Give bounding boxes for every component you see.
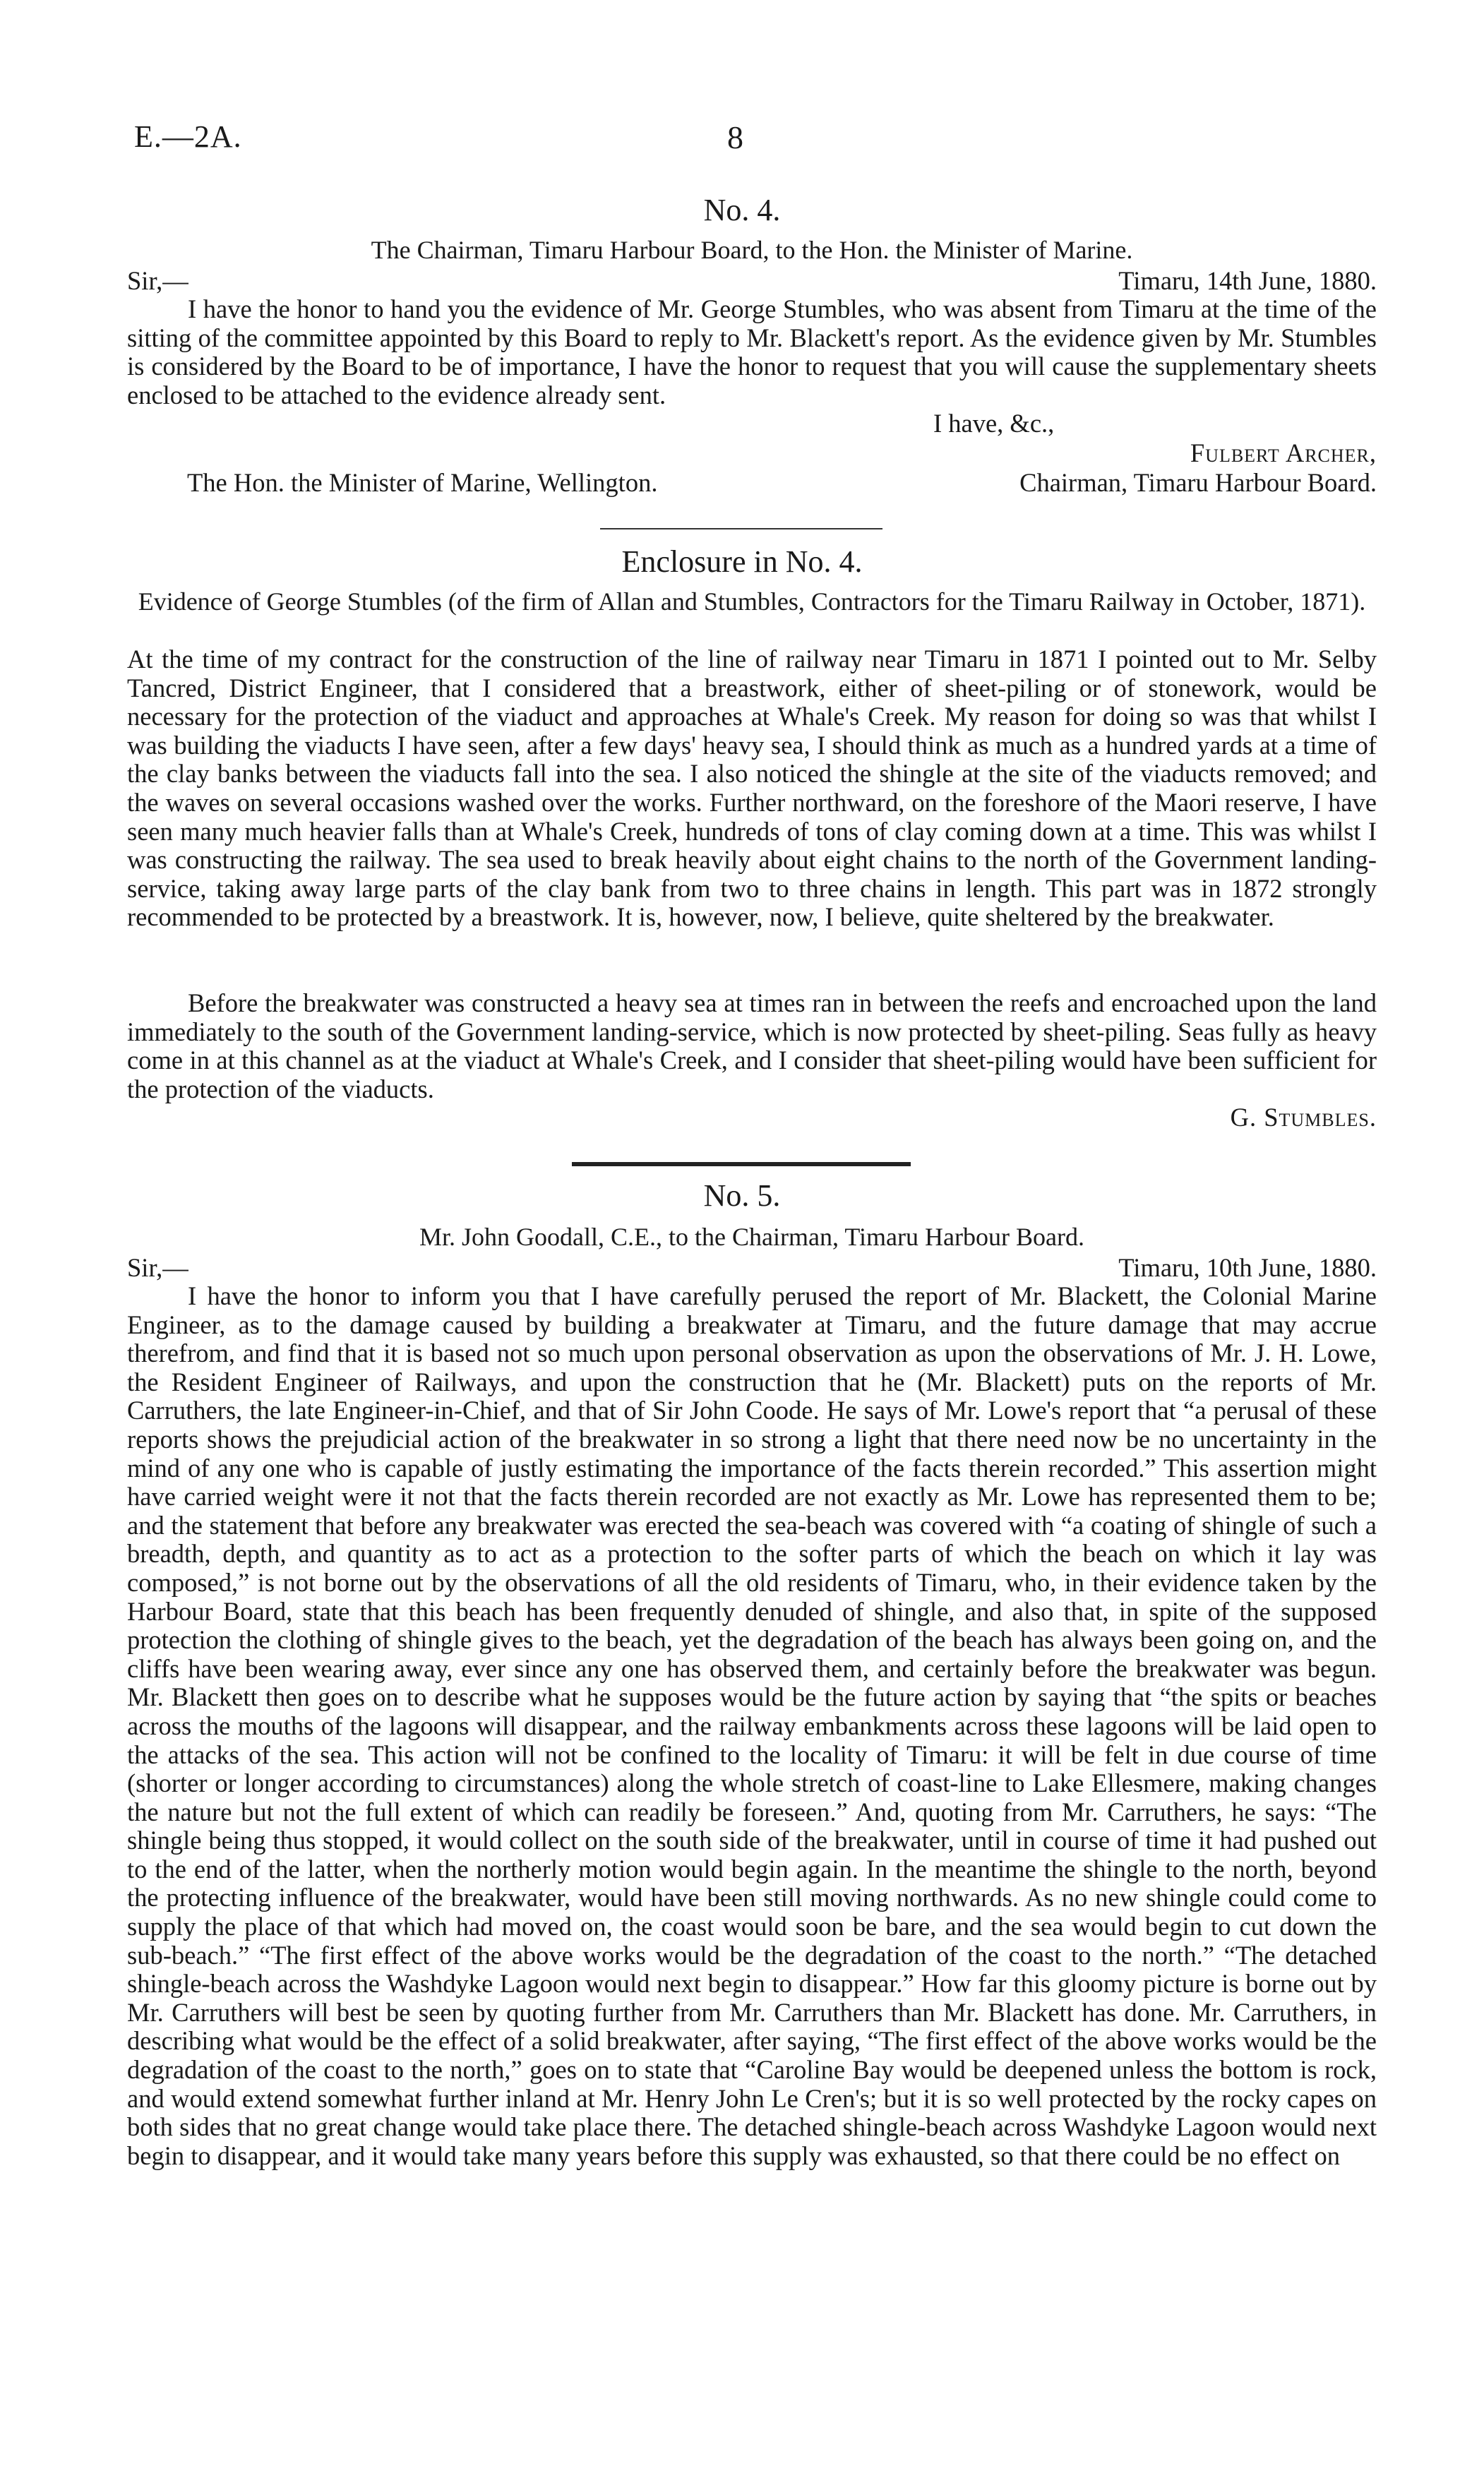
letter-4-body: I have the honor to hand you the evidence of Mr. George Stumbles, who was absent from Timaru at the time of the sitting of the committee appointed by this Board to reply to Mr. Blackett's report. As the evidence given by Mr. Stumbles is considered by the Board to be of importance, I have the honor to request that you will cause the supplementary sheets enclosed to be attached to the evidence already sent. <box>127 294 1377 409</box>
letter-4-addressee: The Hon. the Minister of Marine, Wellington. <box>187 468 658 497</box>
section-divider-thick <box>572 1162 911 1166</box>
enclosure-subheading: Evidence of George Stumbles (of the firm of Allan and Stumbles, Contractors for the Timaru Railway in October, 1871). <box>138 587 1366 616</box>
enclosure-heading: Enclosure in No. 4. <box>621 544 863 579</box>
page-number: 8 <box>727 119 743 155</box>
letter-4-subheading: The Chairman, Timaru Harbour Board, to the Hon. the Minister of Marine. <box>371 236 1133 264</box>
letter-5-heading: No. 5. <box>703 1178 781 1213</box>
letter-4-date: Timaru, 14th June, 1880. <box>1118 266 1377 295</box>
letter-5-body: I have the honor to inform you that I have carefully perused the report of Mr. Blackett, the Colonial Marine Engineer, as to the damage caused by building a breakwater at Timaru, and the future damage that may accrue therefrom, and find that it is based not so much upon personal observation as upon the observations of Mr. J. H. Lowe, the Resident Engineer of Railways, and upon the construction that he (Mr. Blackett) puts on the reports of Mr. Carruthers, the late Engineer-in-Chief, and that of Sir John Coode. He says of Mr. Lowe's report that “a perusal of these reports shows the prejudicial action of the breakwater in so strong a light that there need now be no uncertainty in the mind of any one who is capable of justly estimating the importance of the facts therein recorded.” This assertion might have carried weight were it not that the facts therein recorded are not exactly as Mr. Lowe has represented them to be; and the statement that before any breakwater was erected the sea-beach was covered with “a coating of shingle of such a breadth, depth, and quantity as to act as a protection to the softer parts of which the beach on which it lay was composed,” is not borne out by the observations of all the old residents of Timaru, who, in their evidence taken by the Harbour Board, state that this beach has been frequently denuded of shingle, and also that, in spite of the supposed protection the clothing of shingle gives to the beach, yet the degradation of the beach has always been going on, and the cliffs have been wearing away, ever since any one has observed them, and certainly before the breakwater was begun. Mr. Blackett then goes on to describe what he supposes would be the future action by saying that “the spits or beaches across the mouths of the lagoons will disappear, and the railway embankments across these lagoons will be laid open to the attacks of the sea. This action will not be confined to the locality of Timaru: it will be felt in due course of time (shorter or longer according to circumstances) along the whole stretch of coast-line to Lake Ellesmere, making changes the nature but not the full extent of which can readily be foreseen.” And, quoting from Mr. Carruthers, he says: “The shingle being thus stopped, it would collect on the south side of the breakwater, until in course of time it had pushed out to the end of the latter, when the northerly motion would begin again. In the meantime the shingle to the north, beyond the protecting influence of the breakwater, would have been still moving northwards. As no new shingle could come to supply the place of that which had moved on, the coast would soon be bare, and the sea would begin to cut down the sub-beach.” “The first effect of the above works would be the degradation of the coast to the north.” “The detached shingle-beach across the Washdyke Lagoon would next begin to disappear.” How far this gloomy picture is borne out by Mr. Carruthers will best be seen by quoting further from Mr. Carruthers than Mr. Blackett has done. Mr. Carruthers, in describing what would be the effect of a solid breakwater, after saying, “The first effect of the above works would be the degradation of the coast to the north,” goes on to state that “Caroline Bay would be deepened unless the bottom is rock, and would extend somewhat further inland at Mr. Henry John Le Cren's; but it is so well protected by the rocky capes on both sides that no great change would take place there. The detached shingle-beach across Washdyke Lagoon would next begin to disappear, and it would take many years before this supply was exhausted, so that there could be no effect on <box>127 1281 1377 2170</box>
letter-5-subheading: Mr. John Goodall, C.E., to the Chairman, Timaru Harbour Board. <box>419 1223 1084 1251</box>
letter-4-closing: I have, &c., <box>933 409 1055 438</box>
letter-4-signature: Fulbert Archer, <box>1190 438 1377 467</box>
letter-5-salutation: Sir,— <box>127 1253 189 1282</box>
enclosure-signature: G. Stumbles. <box>1230 1103 1377 1132</box>
enclosure-paragraph-1: At the time of my contract for the construction of the line of railway near Timaru in 1871 I pointed out to Mr. Selby Tancred, District Engineer, that I considered that a breastwork, either of sheet-piling or of stonework, would be necessary for the protection of the viaduct and approaches at Whale's Creek. My reason for doing so was that whilst I was building the viaducts I have seen, after a few days' heavy sea, I should think as much as a hundred yards at a time of the clay banks between the viaducts fall into the sea. I also noticed the shingle at the site of the viaducts removed; and the waves on several occasions washed over the works. Further northward, on the foreshore of the Maori reserve, I have seen many much heavier falls than at Whale's Creek, hundreds of tons of clay coming down at a time. This was whilst I was constructing the railway. The sea used to break heavily about eight chains to the north of the Government landing-service, taking away large parts of the clay bank from two to three chains in length. This part was in 1872 strongly recommended to be protected by a breastwork. It is, however, now, I believe, quite sheltered by the breakwater. <box>127 645 1377 932</box>
letter-4-salutation: Sir,— <box>127 266 189 295</box>
document-code: E.—2A. <box>134 119 242 154</box>
letter-5-date: Timaru, 10th June, 1880. <box>1118 1253 1377 1282</box>
enclosure-paragraph-2: Before the breakwater was constructed a heavy sea at times ran in between the reefs and encroached upon the land immediately to the south of the Government landing-service, which is now protected by sheet-piling. Seas fully as heavy come in at this channel as at the viaduct at Whale's Creek, and I consider that sheet-piling would have been sufficient for the protection of the viaducts. <box>127 988 1377 1103</box>
letter-4-signature-title: Chairman, Timaru Harbour Board. <box>1019 468 1377 497</box>
section-divider <box>600 528 882 529</box>
letter-4-heading: No. 4. <box>703 193 781 227</box>
